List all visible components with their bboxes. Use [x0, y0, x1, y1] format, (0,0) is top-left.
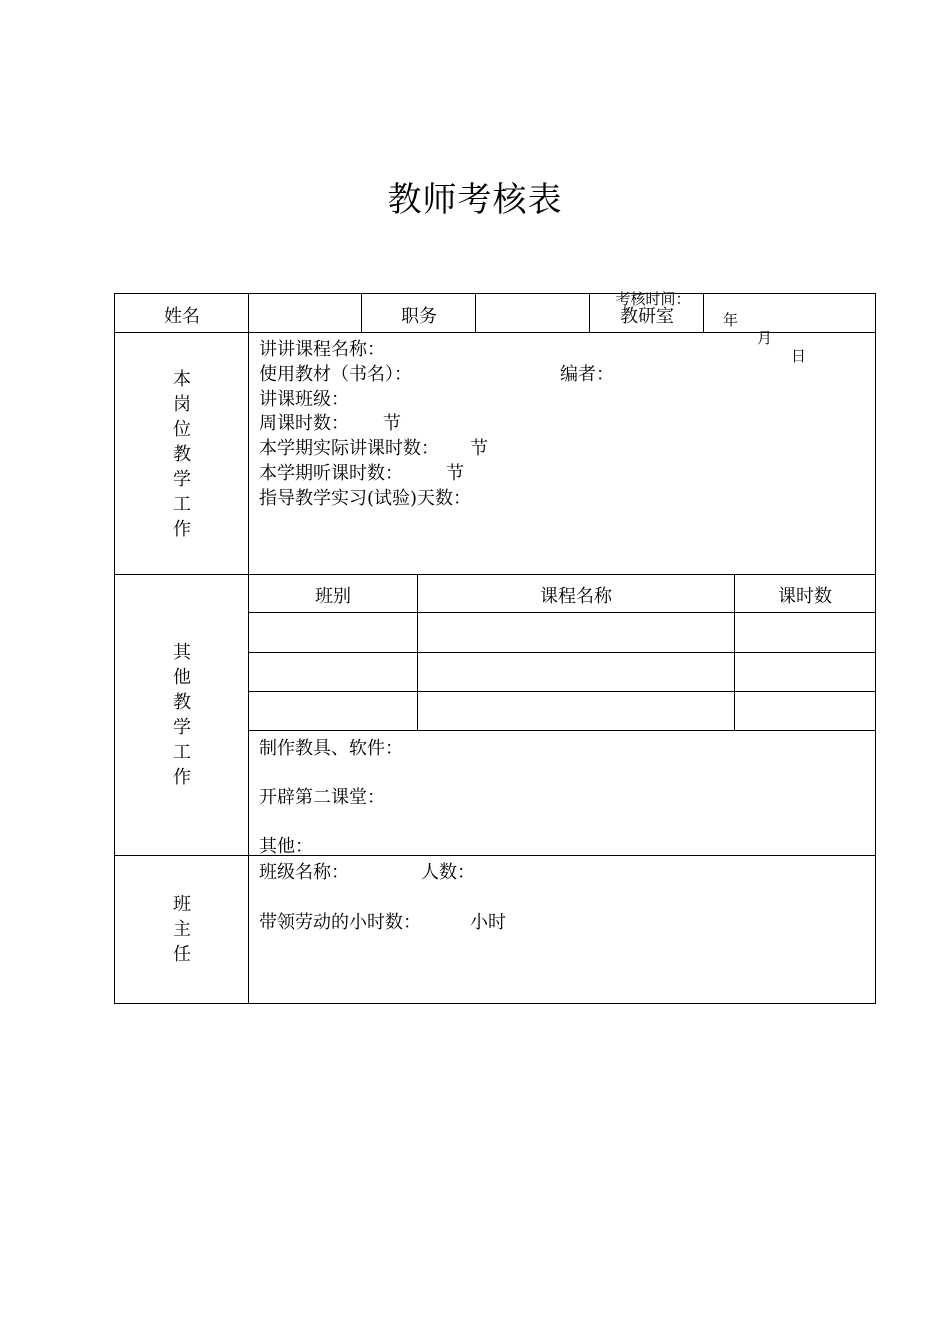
class-name-label: 班级名称： — [259, 862, 349, 883]
row-divider — [115, 574, 875, 575]
row-divider — [249, 612, 875, 613]
date-month: 月 — [757, 329, 773, 347]
table-row[interactable] — [251, 693, 415, 728]
row-divider — [115, 855, 875, 856]
table-row[interactable] — [251, 654, 415, 689]
actual-hours-label: 本学期实际讲课时数： — [259, 438, 439, 459]
audit-hours-label: 本学期听课时数： — [259, 463, 403, 484]
name-label: 姓名 — [164, 306, 200, 327]
second-classroom-label: 开辟第二课堂： — [259, 787, 385, 808]
class-label: 讲课班级： — [259, 389, 349, 410]
row-divider — [249, 652, 875, 653]
row-divider — [115, 332, 875, 333]
name-field[interactable] — [251, 294, 359, 331]
column-header-course: 课程名称 — [540, 586, 612, 607]
section-label-other-teaching: 其 他 教 学 工 作 — [173, 642, 191, 788]
table-row[interactable] — [737, 654, 873, 689]
row-divider — [249, 691, 875, 692]
row-divider — [249, 730, 875, 731]
table-row[interactable] — [251, 614, 415, 650]
date-label: 考核时间： — [615, 290, 691, 308]
table-row[interactable] — [737, 614, 873, 650]
column-divider — [248, 294, 249, 1003]
student-count-label: 人数： — [421, 862, 475, 883]
labor-hours-unit: 小时 — [470, 912, 506, 933]
page-title: 教师考核表 — [387, 180, 563, 220]
course-name-label: 讲讲课程名称： — [259, 339, 385, 360]
position-field[interactable] — [477, 294, 587, 331]
department-field[interactable] — [705, 294, 873, 331]
textbook-label: 使用教材（书名）： — [259, 364, 412, 385]
other-label: 其他： — [259, 836, 313, 857]
assessment-form-table — [114, 293, 876, 1004]
audit-hours-unit: 节 — [446, 463, 464, 484]
weekly-hours-label: 周课时数： — [259, 413, 349, 434]
table-row[interactable] — [420, 614, 732, 650]
column-header-class: 班别 — [315, 586, 351, 607]
actual-hours-unit: 节 — [470, 438, 488, 459]
table-row[interactable] — [420, 693, 732, 728]
teaching-aids-label: 制作教具、软件： — [259, 738, 403, 759]
section-label-teaching-duties: 本 岗 位 教 学 工 作 — [173, 369, 191, 540]
date-year: 年 — [723, 311, 739, 329]
department-label: 教研室 — [620, 306, 674, 327]
section-label-class-teacher: 班 主 任 — [173, 894, 191, 965]
labor-hours-label: 带领劳动的小时数： — [259, 912, 421, 933]
column-header-hours: 课时数 — [778, 586, 832, 607]
position-label: 职务 — [401, 306, 437, 327]
table-row[interactable] — [737, 693, 873, 728]
editor-label: 编者： — [560, 364, 614, 385]
practice-days-label: 指导教学实习(试验)天数： — [259, 488, 472, 509]
table-row[interactable] — [420, 654, 732, 689]
date-day: 日 — [791, 347, 807, 365]
weekly-hours-unit: 节 — [383, 413, 401, 434]
